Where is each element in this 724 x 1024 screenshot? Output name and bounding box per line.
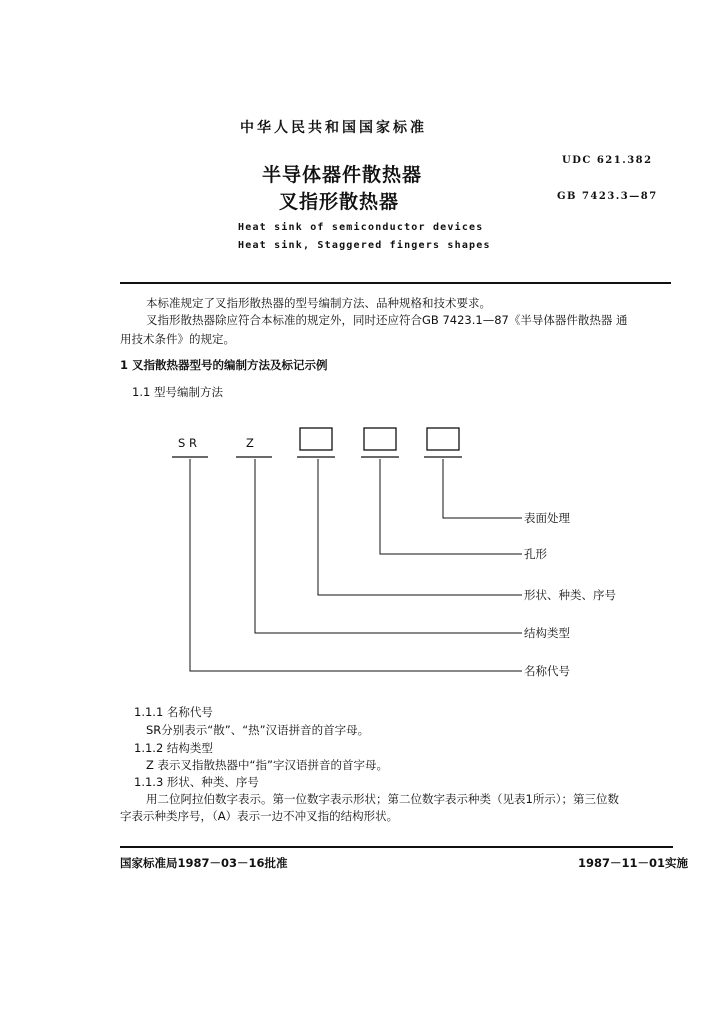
clause-1-1-3-heading: 1.1.3 形状、种类、序号 [134, 775, 259, 789]
clause-1-1-1-text: SR分别表示“散”、“热”汉语拼音的首字母。 [146, 723, 370, 737]
english-title-line-1: Heat sink of semiconductor devices [238, 222, 484, 233]
udc-number: UDC 621.382 [562, 155, 653, 166]
intro-paragraph-2-line-1: 叉指形散热器除应符合本标准的规定外，同时还应符合GB 7423.1—87《半导体器件散热器 通 [146, 313, 628, 327]
label-structure-type: 结构类型 [524, 626, 570, 640]
footer-divider [120, 846, 673, 848]
leader-name [190, 459, 522, 671]
title-line-1: 半导体器件散热器 [262, 164, 423, 186]
gb-number: GB 7423.3—87 [557, 191, 658, 202]
clause-1-1-3-text-line-1: 用二位阿拉伯数字表示。第一位数字表示形状；第二位数字表示种类（见表1所示）；第三位数 [146, 792, 620, 806]
leader-shape [318, 459, 522, 595]
leader-structure [255, 459, 522, 633]
label-shape-type-serial: 形状、种类、序号 [524, 588, 616, 602]
code-z: Z [246, 436, 254, 450]
placeholder-box-hole [364, 428, 396, 450]
section-1-heading: 1 叉指散热器型号的编制方法及标记示例 [120, 358, 328, 372]
label-surface-treatment: 表面处理 [524, 511, 570, 525]
intro-paragraph-2-line-2: 用技术条件》的规定。 [120, 332, 235, 346]
english-title-line-2: Heat sink, Staggered fingers shapes [238, 240, 491, 251]
label-hole-shape: 孔形 [524, 547, 547, 561]
intro-paragraph-1: 本标准规定了叉指形散热器的型号编制方法、品种规格和技术要求。 [146, 296, 491, 310]
title-line-2: 叉指形散热器 [279, 191, 400, 213]
clause-1-1-2-heading: 1.1.2 结构类型 [134, 741, 213, 755]
effective-date: 1987－11－01实施 [578, 856, 689, 870]
section-1-1-heading: 1.1 型号编制方法 [132, 385, 223, 399]
placeholder-box-surface [427, 428, 459, 450]
code-sr: S R [178, 436, 197, 450]
clause-1-1-1-heading: 1.1.1 名称代号 [134, 705, 213, 719]
approval-date: 国家标准局1987－03－16批准 [120, 856, 288, 870]
label-name-code: 名称代号 [524, 664, 570, 678]
leader-surface [443, 459, 522, 518]
placeholder-box-shape [300, 428, 332, 450]
leader-hole [380, 459, 522, 554]
national-standard-header: 中华人民共和国国家标准 [240, 120, 427, 136]
clause-1-1-3-text-line-2: 字表示种类序号，（A）表示一边不冲叉指的结构形状。 [120, 809, 399, 823]
clause-1-1-2-text: Z 表示叉指散热器中“指”字汉语拼音的首字母。 [146, 758, 388, 772]
